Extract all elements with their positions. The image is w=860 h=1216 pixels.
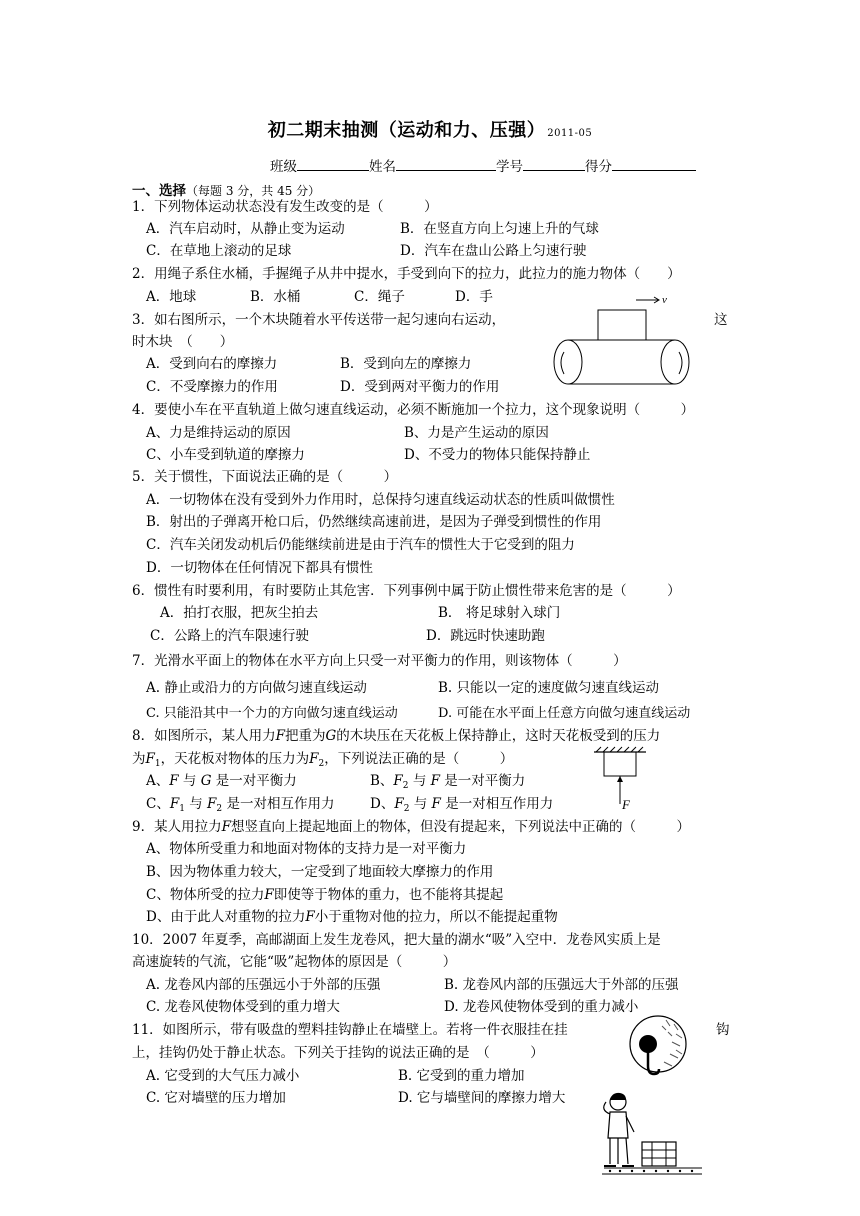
heavy-box [642, 1142, 676, 1166]
q8-force-f: F [430, 773, 440, 789]
q11-stem-line1: 11．如图所示，带有吸盘的塑料挂钩静止在墙壁上。若将一件衣服挂在挂 [132, 1022, 568, 1038]
q2-option-a[interactable]: A．地球 [146, 289, 197, 305]
q8-sub: 1 [179, 804, 185, 814]
q8-option-a[interactable] [146, 773, 297, 789]
name-blank[interactable] [396, 156, 496, 171]
q8-force-f: F [394, 796, 404, 812]
q9-option-d[interactable] [146, 909, 558, 925]
q7-stem: 7．光滑水平面上的物体在水平方向上只受一对平衡力的作用，则该物体（ ） [132, 653, 627, 669]
q8-force-f: F [393, 773, 403, 789]
q5-option-d[interactable]: D．一切物体在任何情况下都具有惯性 [146, 560, 373, 576]
exam-title [0, 116, 860, 142]
force-label: F [622, 797, 630, 812]
q8-force-f: F [309, 751, 319, 767]
q1-option-d[interactable]: D．汽车在盘山公路上匀速行驶 [400, 243, 587, 259]
q2-option-b[interactable]: B．水桶 [250, 289, 301, 305]
q9-option-b[interactable]: B、因为物体重力较大，一定受到了地面较大摩擦力的作用 [146, 864, 494, 880]
q1-option-b[interactable]: B．在竖直方向上匀速上升的气球 [400, 221, 599, 237]
q3-stem-line2: 时木块 （ ） [132, 334, 234, 350]
q8-text: ，天花板对物体的压力为 [160, 751, 310, 767]
suction-cup [639, 1035, 657, 1053]
q8-sub: 2 [403, 804, 410, 814]
wall-circle [630, 1016, 686, 1072]
q7-option-b[interactable]: B. 只能以一定的速度做匀速直线运动 [438, 680, 660, 696]
ground-pattern [609, 1170, 693, 1172]
q8-force-f: F [275, 728, 285, 744]
q9-stem [132, 819, 690, 835]
wooden-block [598, 310, 646, 340]
q9-option-a[interactable]: A、物体所受重力和地面对物体的支持力是一对平衡力 [146, 841, 467, 857]
q6-option-b[interactable]: B． 将足球射入球门 [438, 605, 561, 621]
q8-text: A、 [146, 773, 170, 789]
q8-text: B、 [370, 773, 394, 789]
q11-option-c[interactable]: C. 它对墙壁的压力增加 [146, 1090, 286, 1106]
score-label: 得分 [585, 159, 612, 175]
q8-text: 为 [132, 751, 146, 767]
q5-option-b[interactable]: B．射出的子弹离开枪口后，仍然继续高速前进，是因为子弹受到惯性的作用 [146, 514, 602, 530]
force-arrowhead [617, 776, 623, 782]
left-pulley [554, 340, 582, 384]
q8-sub: 2 [318, 759, 325, 769]
id-blank[interactable] [523, 156, 585, 171]
box-slats [642, 1142, 676, 1166]
title-text: 初二期末抽测（运动和力、压强） [267, 120, 546, 141]
q11-option-d[interactable]: D. 它与墙壁间的摩擦力增大 [398, 1090, 566, 1106]
section-note: （每题 3 分，共 45 分） [186, 184, 321, 198]
q5-option-a[interactable]: A．一切物体在没有受到外力作用时，总保持匀速直线运动状态的性质叫做惯性 [146, 492, 615, 508]
suction-hook-diagram [626, 1014, 690, 1082]
section-heading [132, 179, 320, 199]
class-blank[interactable] [297, 156, 369, 171]
exam-date: 2011-05 [547, 128, 593, 139]
q3-option-a[interactable]: A．受到向右的摩擦力 [146, 356, 278, 372]
ceiling-block-diagram [590, 746, 650, 812]
q10-option-a[interactable]: A. 龙卷风内部的压强远小于外部的压强 [146, 977, 381, 993]
q4-option-a[interactable]: A、力是维持运动的原因 [146, 425, 291, 441]
q8-text: 是一对平衡力 [211, 773, 297, 789]
q4-stem: 4．要使小车在平直轨道上做匀速直线运动，必须不断施加一个拉力，这个现象说明（ ） [132, 402, 695, 418]
q10-option-b[interactable]: B. 龙卷风内部的压强远大于外部的压强 [444, 977, 679, 993]
q11-option-a[interactable]: A. 它受到的大气压力减小 [146, 1068, 300, 1084]
q8-force-f: F [169, 773, 179, 789]
name-label: 姓名 [369, 159, 396, 175]
q3-stem-line1: 3．如右图所示，一个木块随着水平传送带一起匀速向右运动， [132, 312, 506, 328]
q8-sub: 2 [216, 804, 223, 814]
class-label: 班级 [270, 159, 297, 175]
q5-stem: 5．关于惯性，下面说法正确的是（ ） [132, 469, 398, 485]
right-pulley [661, 340, 689, 384]
q3-stem-line1-end: 这 [714, 312, 728, 328]
ceiling-hatch [596, 747, 643, 752]
q8-force-f: F [207, 796, 217, 812]
q11-option-b[interactable]: B. 它受到的重力增加 [398, 1068, 525, 1084]
q6-option-c[interactable]: C．公路上的汽车限速行驶 [150, 628, 309, 644]
q8-option-d[interactable] [370, 796, 553, 812]
person-lifting-diagram [592, 1088, 712, 1178]
q5-option-c[interactable]: C．汽车关闭发动机后仍能继续前进是由于汽车的惯性大于它受到的阻力 [146, 537, 575, 553]
right-rotation-arrow [679, 352, 682, 374]
q3-option-d[interactable]: D．受到两对平衡力的作用 [340, 379, 500, 395]
q6-option-d[interactable]: D．跳远时快速助跑 [426, 628, 545, 644]
q8-text: 是一对平衡力 [440, 773, 526, 789]
q1-option-a[interactable]: A．汽车启动时，从静止变为运动 [146, 221, 345, 237]
q4-option-c[interactable]: C、小车受到轨道的摩擦力 [146, 447, 305, 463]
q11-stem-line1-end: 钩 [716, 1022, 730, 1038]
score-blank[interactable] [612, 156, 696, 171]
q8-weight-g: G [325, 728, 337, 744]
q8-text: 是一对相互作用力 [440, 796, 554, 812]
q8-text: D、 [370, 796, 395, 812]
student-info-line [270, 155, 696, 175]
q1-stem: 1．下列物体运动状态没有发生改变的是（ ） [132, 199, 438, 215]
q7-option-c[interactable]: C. 只能沿其中一个力的方向做匀速直线运动 [146, 706, 398, 721]
q8-text: 与 [409, 796, 432, 812]
q8-stem-line2 [132, 751, 513, 767]
person-hair [610, 1093, 626, 1100]
q8-option-b[interactable] [370, 773, 525, 789]
ground-hatch [602, 1168, 702, 1174]
q9-text: 小于重物对他的拉力，所以不能提起重物 [314, 909, 558, 925]
q6-option-a[interactable]: A．拍打衣服，把灰尘拍去 [160, 605, 319, 621]
q8-force-f: F [169, 796, 180, 812]
q6-stem: 6．惯性有时要利用，有时要防止其危害．下列事例中属于防止惯性带来危害的是（ ） [132, 583, 681, 599]
q8-sub: 1 [154, 759, 161, 769]
q9-force-f: F [221, 819, 231, 835]
conveyor-belt-diagram [550, 290, 700, 390]
q9-option-c[interactable] [146, 887, 503, 903]
pressed-block [604, 752, 636, 776]
q9-text: C、物体所受的拉力 [146, 887, 265, 903]
q4-option-b[interactable]: B、力是产生运动的原因 [404, 425, 549, 441]
q8-stem-line1 [132, 728, 660, 744]
q7-option-a[interactable]: A. 静止或沿力的方向做匀速直线运动 [146, 680, 367, 696]
q10-stem-line1: 10．2007 年夏季，高邮湖面上发生龙卷风，把大量的湖水“吸”入空中．龙卷风实质上是 [132, 932, 661, 948]
q8-text: 与 [178, 773, 201, 789]
q10-option-d[interactable]: D. 龙卷风使物体受到的重力减小 [444, 999, 639, 1015]
person-arm [604, 1102, 610, 1114]
section-title: 一、选择 [132, 183, 186, 199]
q8-text: 的木块压在天花板上保持静止，这时天花板受到的压力 [336, 728, 661, 744]
q10-stem-line2: 高速旋转的气流，它能“吸”起物体的原因是（ ） [132, 954, 457, 970]
left-rotation-arrow [561, 352, 564, 374]
q7-option-d[interactable]: D. 可能在水平面上任意方向做匀速直线运动 [438, 706, 691, 721]
q9-text: 即使等于物体的重力，也不能将其提起 [273, 887, 504, 903]
q4-option-d[interactable]: D、不受力的物体只能保持静止 [404, 447, 591, 463]
q2-stem: 2．用绳子系住水桶，手握绳子从井中提水，手受到向下的拉力，此拉力的施力物体（ ） [132, 266, 681, 282]
q8-text: ，下列说法正确的是（ ） [324, 751, 514, 767]
q1-option-c[interactable]: C．在草地上滚动的足球 [146, 243, 292, 259]
velocity-label: v [662, 294, 667, 306]
q9-text: D、由于此人对重物的拉力 [146, 909, 306, 925]
q8-sub: 2 [402, 781, 409, 791]
q9-force-f: F [264, 887, 274, 903]
q8-force-f: F [145, 751, 155, 767]
q8-text: 与 [408, 773, 431, 789]
q2-option-d[interactable]: D．手 [455, 289, 493, 305]
q8-text: 把重为 [284, 728, 326, 744]
q3-option-c[interactable]: C．不受摩擦力的作用 [146, 379, 278, 395]
q9-text: 想竖直向上提起地面上的物体，但没有提起来，下列说法中正确的（ ） [230, 819, 690, 835]
q8-text: 与 [184, 796, 208, 812]
q8-text: 是一对相互作用力 [222, 796, 335, 812]
q8-text: C、 [146, 796, 170, 812]
person-legs [610, 1138, 628, 1164]
q11-stem-line2: 上，挂钩仍处于静止状态。下列关于挂钩的说法正确的是 （ ） [132, 1045, 544, 1061]
q10-option-c[interactable]: C. 龙卷风使物体受到的重力增大 [146, 999, 340, 1015]
id-label: 学号 [496, 159, 523, 175]
q9-text: 9．某人用拉力 [132, 819, 222, 835]
q8-weight-g: G [200, 773, 212, 789]
q9-force-f: F [305, 909, 315, 925]
q8-option-c[interactable] [146, 796, 334, 812]
q2-option-c[interactable]: C．绳子 [354, 289, 405, 305]
person-body [608, 1112, 628, 1138]
q8-text: 8．如图所示，某人用力 [132, 728, 276, 744]
q8-force-f: F [431, 796, 441, 812]
q3-option-b[interactable]: B．受到向左的摩擦力 [340, 356, 472, 372]
